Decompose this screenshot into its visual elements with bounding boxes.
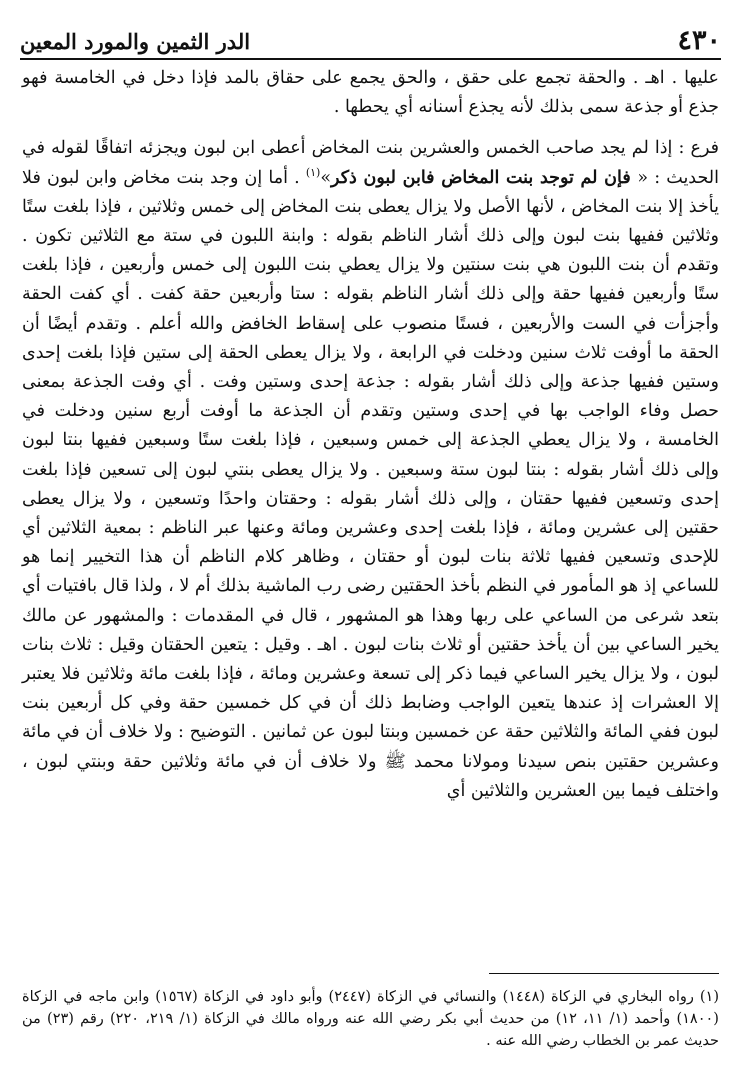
footnote-divider bbox=[489, 973, 719, 974]
quote-close-mark: » bbox=[320, 167, 332, 188]
book-title: الدر الثمين والمورد المعين bbox=[20, 29, 251, 54]
paragraph-2 bbox=[22, 134, 719, 806]
footnote-1: (١) رواه البخاري في الزكاة (١٤٤٨) والنسائي في الزكاة (٢٤٤٧) وأبو داود في الزكاة (١٥٦٧) وابن ماجه في الزكاة (١٨٠٠) وأحمد (١/ ١١، ١٢) من حديث أبي بكر رضي الله عنه ورواه مالك في الزكاة (١/ ٢١٩، ٢٢٠) رقم (٢٣) من حديث عمر بن الخطاب رضي الله عنه . bbox=[22, 989, 719, 1049]
footnotes bbox=[22, 986, 719, 1052]
page-number: ٤٣٠ bbox=[677, 25, 721, 56]
paragraph-2-body: . أما إن وجد بنت مخاض وابن لبون فلا يأخذ إلا بنت المخاض ، لأنها الأصل ولا يزال يعطى بنت المخاض إلى خمس وثلاثين ، فإذا بلغت ستًا وثلاثين ففيها بنت لبون وإلى ذلك أشار الناظم بقوله : وابنة اللبون في ستة مع الثلاثين تكون . وتقدم أن بنت اللبون هي بنت سنتين ولا يزال يعطي بنت اللبون إلى خمس وأربعين ، فإذا بلغت ستًا وأربعين ففيها حقة وإلى ذلك أشار الناظم بقوله : ستا وأربعين حقة كفت . أي كفت الحقة وأجزأت في الست والأربعين ، فستًا منصوب على إسقاط الخافض والله أعلم . وتقدم أيضًا أن الحقة ما أوفت ثلاث سنين ودخلت في الرابعة ، ولا يزال يعطى الحقة إلى ستين فإذا بلغت إحدى وستين ففيها جذعة وإلى ذلك أشار بقوله : جذعة إحدى وستين وفت . أي وفت الجذعة بمعنى حصل وفاء الواجب بها في إحدى وستين وتقدم أن الجذعة ما أوفت أربع سنين ودخلت في الخامسة ، ولا يزال يعطي الجذعة إلى خمس وسبعين ، فإذا بلغت ستًا وسبعين ففيها بنتا لبون وإلى ذلك أشار بقوله : بنتا لبون ستة وسبعين . ولا يزال يعطى بنتي لبون إلى تسعين فإذا بلغت إحدى وتسعين ففيها حقتان ، وإلى ذلك أشار بقوله : وحقتان واحدًا وتسعين ، ولا يزال يعطى حقتين إلى عشرين ومائة ، فإذا بلغت إحدى وعشرين ومائة وعنها عبر الناظم : بمعية الثلاثين أي للإحدى وتسعين ففيها ثلاثة بنات لبون أو حقتان ، وظاهر كلام الناظم أن هذا التخيير إنما هو للساعي إذ هو المأمور في النظم بأخذ الحقتين رضى رب الماشية بذلك أم لا ، ولذا قال بافتيات أي بتعد شرعى من الساعي على ربها وهذا هو المشهور ، قال في المقدمات : والمشهور عن مالك يخير الساعي بين أن يأخذ حقتين أو ثلاث بنات لبون . اهـ . وقيل : يتعين الحقتان وقيل : ثلاث بنات لبون ، ولا يزال يخير الساعي فيما ذكر إلى تسعة وعشرين ومائة ، فإذا بلغت مائة وثلاثين فلا يعتبر إلا العشرات إذ عندها يتعين الواجب وضابط ذلك أن في كل خمسين حقة وفي كل أربعين بنت لبون ففي المائة والثلاثين حقة عن خمسين وبنتا لبون عن ثمانين . التوضيح : ولا خلاف أن في مائة وعشرين حقتين بنص سيدنا ومولانا محمد ﷺ ولا خلاف أن في مائة وثلاثين حقة وبنتي لبون ، واختلف فيما بين العشرين والثلاثين أي bbox=[22, 167, 719, 801]
hadith-quote: فإن لم توجد بنت المخاض فابن لبون ذكر bbox=[331, 167, 638, 188]
paragraph-2-intro: فرع : إذا لم يجد صاحب الخمس والعشرين بنت المخاض أعطى ابن لبون ويجزئه اتفاقًا لقوله في الحديث : « bbox=[22, 138, 719, 188]
page-header bbox=[20, 20, 721, 60]
main-text bbox=[22, 64, 719, 806]
footnote-reference[interactable]: (١) bbox=[305, 165, 321, 179]
paragraph-1: عليها . اهـ . والحقة تجمع على حقق ، والحق يجمع على حقاق بالمد فإذا دخل في الخامسة فهو جذع أو جذعة سمى بذلك لأنه يجذع أسنانه أي يحطها . bbox=[22, 68, 719, 118]
